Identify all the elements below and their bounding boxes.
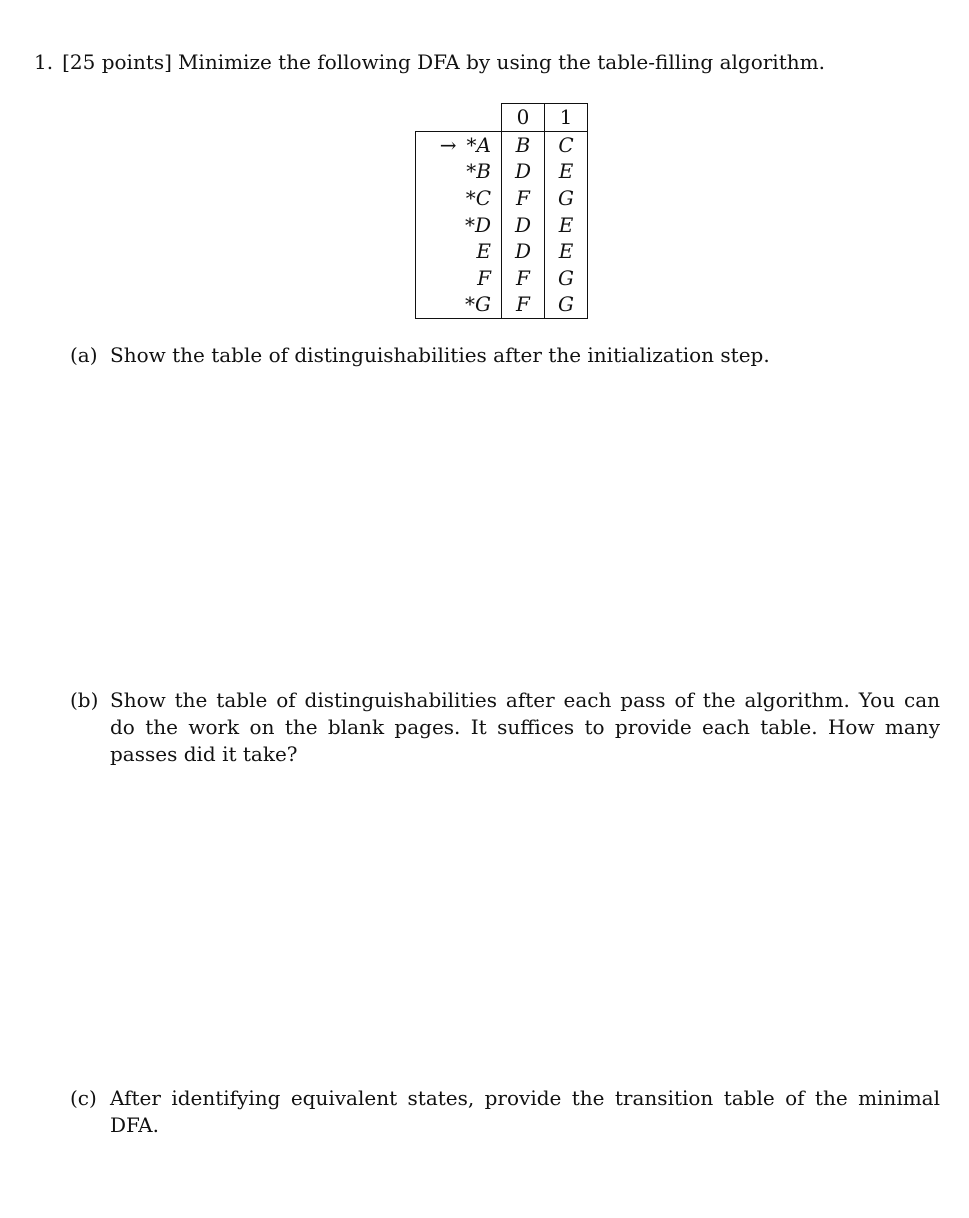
transition-on-0: B <box>502 131 545 158</box>
question-points: [25 points] <box>62 50 172 74</box>
transition-on-1: E <box>545 158 588 185</box>
state-label: G <box>475 292 491 317</box>
state-label: C <box>475 186 491 211</box>
state-label: F <box>477 265 491 290</box>
transition-on-0: D <box>502 211 545 238</box>
part-b-label: (b) <box>70 688 99 712</box>
state-cell <box>416 265 502 292</box>
transition-on-1: C <box>545 131 588 158</box>
question-header <box>34 48 825 76</box>
state-cell <box>416 291 502 318</box>
transition-on-0: D <box>502 238 545 265</box>
symbol-header-0: 0 <box>502 104 545 132</box>
table-row <box>416 238 588 265</box>
dfa-transition-table <box>415 103 588 319</box>
transition-on-0: D <box>502 158 545 185</box>
state-cell <box>416 131 502 158</box>
state-label: B <box>476 159 491 184</box>
part-a-text: Show the table of distinguishabilities after the initialization step. <box>110 343 770 367</box>
transition-on-1: G <box>545 291 588 318</box>
part-c-text: After identifying equivalent states, provide the transition table of the minimal DFA. <box>110 1086 940 1137</box>
state-cell <box>416 158 502 185</box>
part-c <box>70 1085 940 1139</box>
accepting-marker: * <box>466 132 477 157</box>
accepting-marker: * <box>465 292 476 317</box>
state-label: A <box>476 132 491 157</box>
part-a-label: (a) <box>70 343 98 367</box>
table-header-row <box>416 104 588 132</box>
table-row <box>416 265 588 292</box>
table-row <box>416 211 588 238</box>
accepting-marker: * <box>466 159 477 184</box>
part-b-text: Show the table of distinguishabilities after each pass of the algorithm. You can do the work on the blank pages. It suffices to provide each table. How many passes did it take? <box>110 688 940 766</box>
table-row <box>416 158 588 185</box>
transition-on-0: F <box>502 265 545 292</box>
accepting-marker: * <box>465 186 476 211</box>
table-row <box>416 291 588 318</box>
accepting-marker: * <box>464 212 475 237</box>
table-row <box>416 185 588 212</box>
table-row <box>416 131 588 158</box>
question-number: 1. <box>34 50 54 74</box>
transition-on-1: E <box>545 211 588 238</box>
start-arrow-icon: → <box>439 132 457 157</box>
transition-on-0: F <box>502 291 545 318</box>
transition-on-1: G <box>545 265 588 292</box>
symbol-header-1: 1 <box>545 104 588 132</box>
state-label: E <box>476 239 491 264</box>
part-c-label: (c) <box>70 1086 97 1110</box>
transition-on-1: G <box>545 185 588 212</box>
transition-on-0: F <box>502 185 545 212</box>
state-label: D <box>474 212 491 237</box>
table-corner <box>416 104 502 132</box>
question-prompt: Minimize the following DFA by using the table-filling algorithm. <box>177 50 825 74</box>
state-cell <box>416 211 502 238</box>
state-cell <box>416 238 502 265</box>
part-a <box>70 342 940 369</box>
state-cell <box>416 185 502 212</box>
part-b <box>70 687 940 768</box>
transition-on-1: E <box>545 238 588 265</box>
